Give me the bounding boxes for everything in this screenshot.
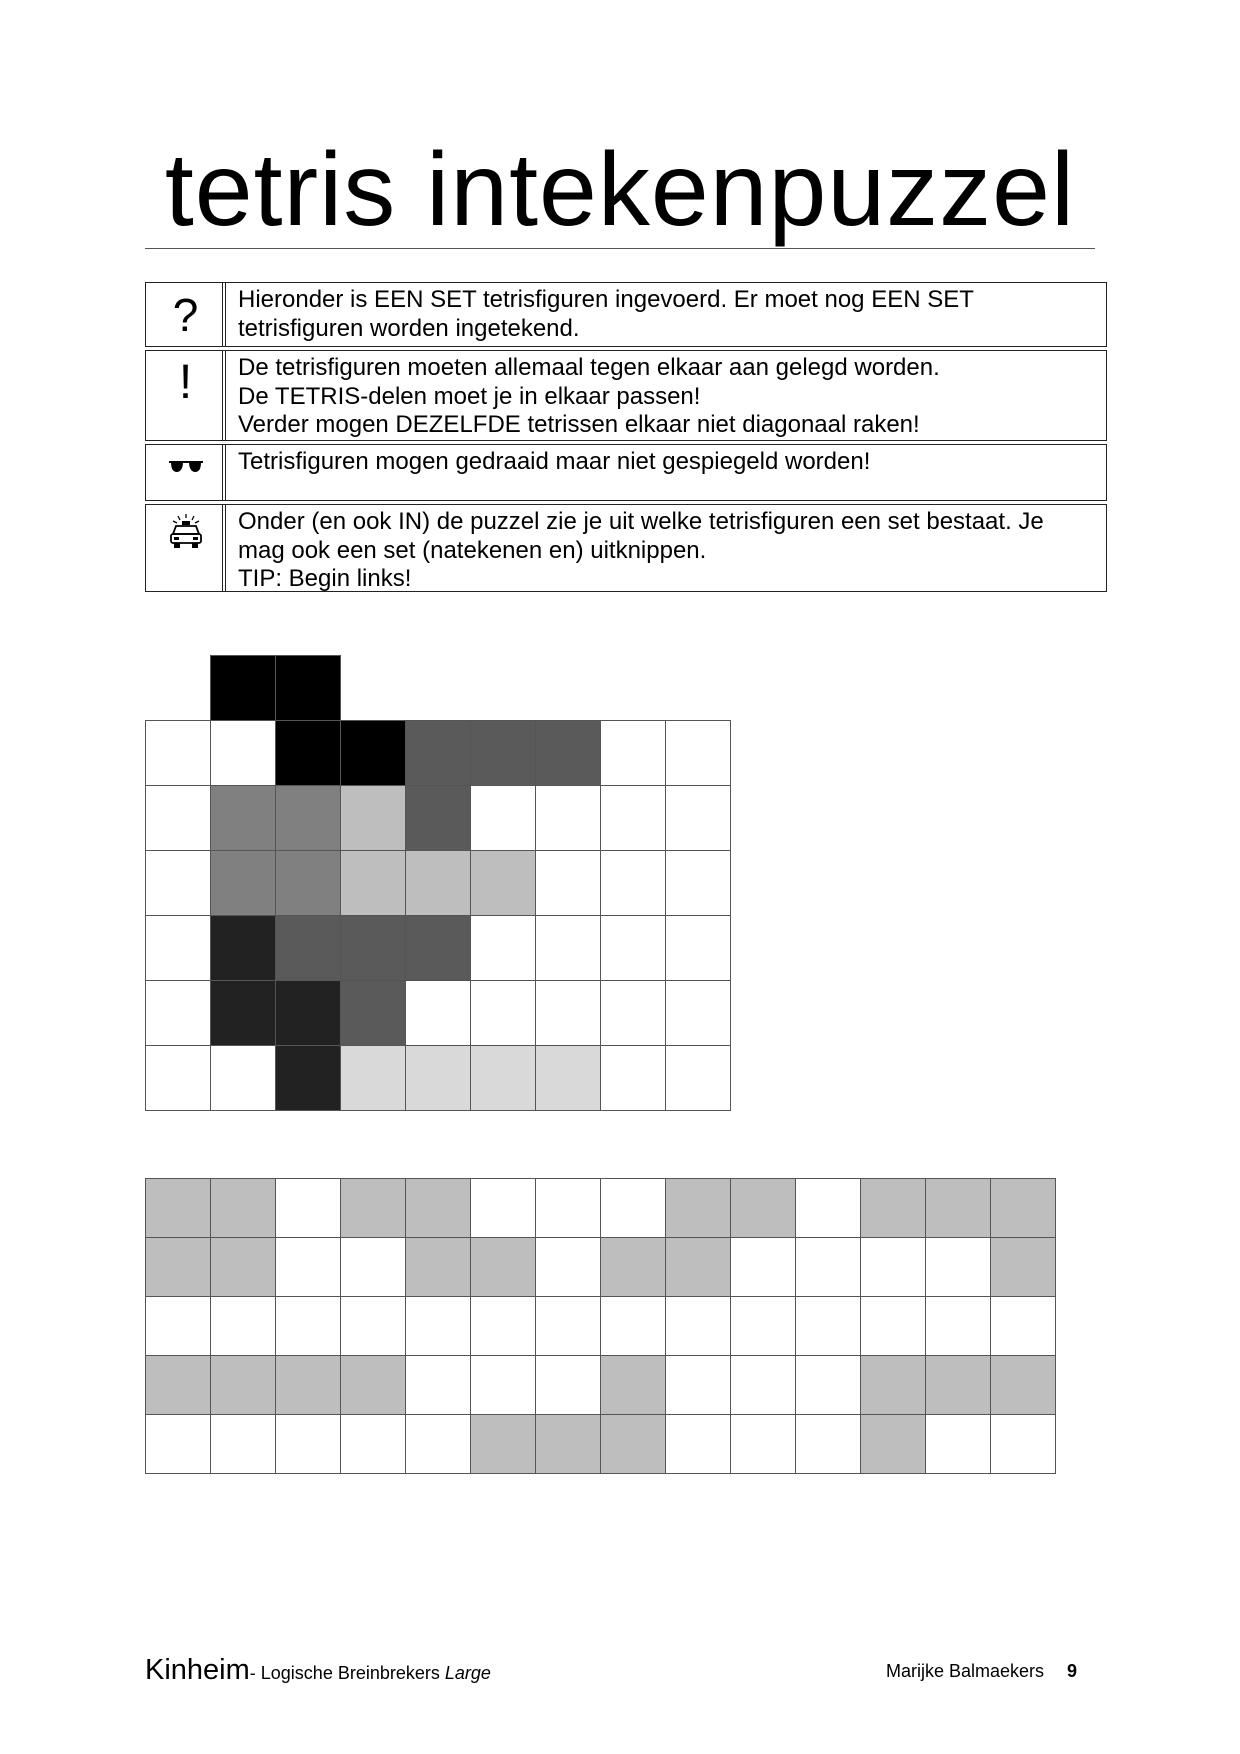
puzzle-cell	[145, 1045, 211, 1111]
puzzle-cell	[145, 915, 211, 981]
puzzle-cell	[535, 980, 601, 1046]
puzzle-cell	[600, 720, 666, 786]
set-cell	[535, 1178, 601, 1238]
set-cell	[730, 1414, 796, 1474]
instruction-text: Tetrisfiguren mogen gedraaid maar niet gespiegeld worden!	[238, 448, 871, 475]
puzzle-cell	[470, 850, 536, 916]
set-cell	[990, 1414, 1056, 1474]
set-cell	[535, 1296, 601, 1356]
set-cell	[210, 1237, 276, 1297]
set-cell	[145, 1296, 211, 1356]
police-car-icon	[146, 505, 226, 591]
puzzle-cell	[405, 980, 471, 1046]
puzzle-cell	[535, 785, 601, 851]
set-cell	[795, 1414, 861, 1474]
page-number: 9	[1067, 1661, 1078, 1681]
puzzle-cell	[275, 785, 341, 851]
brand-logo: Kinheim	[145, 1654, 250, 1686]
set-cell	[535, 1414, 601, 1474]
puzzle-cell	[470, 785, 536, 851]
puzzle-cell	[600, 980, 666, 1046]
footer-brand	[145, 1652, 491, 1691]
puzzle-cell	[210, 785, 276, 851]
puzzle-cell	[405, 785, 471, 851]
puzzle-cell	[340, 850, 406, 916]
page-title: tetris intekenpuzzel	[164, 132, 1076, 248]
puzzle-cell	[470, 915, 536, 981]
puzzle-cell	[210, 915, 276, 981]
puzzle-cell	[340, 1045, 406, 1111]
set-cell	[470, 1178, 536, 1238]
set-cell	[925, 1414, 991, 1474]
puzzle-cell	[600, 850, 666, 916]
puzzle-cell	[665, 720, 731, 786]
set-cell	[405, 1296, 471, 1356]
footer-author: Marijke Balmaekers	[886, 1661, 1045, 1681]
puzzle-cell	[275, 850, 341, 916]
puzzle-cell	[535, 915, 601, 981]
puzzle-cell	[665, 915, 731, 981]
set-cell	[600, 1178, 666, 1238]
instruction-row-sunglasses	[145, 444, 1107, 501]
set-cell	[860, 1237, 926, 1297]
set-cell	[990, 1355, 1056, 1415]
sunglasses-icon	[146, 445, 226, 500]
set-cell	[340, 1296, 406, 1356]
puzzle-cell	[145, 720, 211, 786]
set-cell	[470, 1237, 536, 1297]
set-cell	[860, 1355, 926, 1415]
puzzle-cell	[340, 980, 406, 1046]
set-cell	[275, 1178, 341, 1238]
set-cell	[600, 1355, 666, 1415]
exclamation-icon: !	[146, 351, 226, 440]
puzzle-cell	[340, 915, 406, 981]
puzzle-cell	[665, 1045, 731, 1111]
set-cell	[275, 1237, 341, 1297]
set-cell	[535, 1237, 601, 1297]
set-cell	[405, 1237, 471, 1297]
tetris-set-grid	[145, 1178, 1056, 1474]
puzzle-cell	[470, 1045, 536, 1111]
set-cell	[600, 1237, 666, 1297]
puzzle-cell	[275, 655, 341, 721]
set-cell	[210, 1355, 276, 1415]
puzzle-cell	[145, 785, 211, 851]
puzzle-cell	[340, 785, 406, 851]
set-cell	[730, 1178, 796, 1238]
set-cell	[925, 1178, 991, 1238]
puzzle-cell	[340, 720, 406, 786]
puzzle-cell	[600, 1045, 666, 1111]
puzzle-cell	[665, 850, 731, 916]
instruction-row-exclamation	[145, 350, 1107, 441]
puzzle-cell	[405, 915, 471, 981]
set-cell	[730, 1355, 796, 1415]
puzzle-cell	[405, 1045, 471, 1111]
set-cell	[405, 1178, 471, 1238]
title-divider	[145, 248, 1095, 249]
set-cell	[795, 1355, 861, 1415]
set-cell	[405, 1355, 471, 1415]
puzzle-cell	[535, 850, 601, 916]
set-cell	[665, 1414, 731, 1474]
set-cell	[860, 1414, 926, 1474]
set-cell	[730, 1237, 796, 1297]
set-cell	[925, 1296, 991, 1356]
puzzle-cell	[405, 850, 471, 916]
set-cell	[275, 1414, 341, 1474]
puzzle-cell	[535, 720, 601, 786]
set-cell	[275, 1355, 341, 1415]
set-cell	[145, 1414, 211, 1474]
puzzle-cell	[210, 720, 276, 786]
puzzle-cell	[470, 720, 536, 786]
set-cell	[145, 1178, 211, 1238]
set-cell	[340, 1355, 406, 1415]
puzzle-cell	[210, 980, 276, 1046]
set-cell	[990, 1296, 1056, 1356]
set-cell	[275, 1296, 341, 1356]
set-cell	[470, 1355, 536, 1415]
series-name: - Logische Breinbrekers Large	[249, 1663, 491, 1683]
puzzle-cell	[600, 915, 666, 981]
puzzle-cell	[275, 1045, 341, 1111]
set-cell	[925, 1355, 991, 1415]
set-cell	[795, 1296, 861, 1356]
set-cell	[210, 1178, 276, 1238]
puzzle-cell	[210, 1045, 276, 1111]
set-cell	[535, 1355, 601, 1415]
set-cell	[210, 1296, 276, 1356]
set-cell	[665, 1355, 731, 1415]
set-cell	[340, 1414, 406, 1474]
set-cell	[795, 1237, 861, 1297]
set-cell	[730, 1296, 796, 1356]
puzzle-cell	[665, 980, 731, 1046]
instructions-table	[145, 282, 1107, 595]
puzzle-cell	[665, 785, 731, 851]
set-cell	[860, 1296, 926, 1356]
set-cell	[990, 1178, 1056, 1238]
set-cell	[990, 1237, 1056, 1297]
puzzle-cell	[275, 915, 341, 981]
set-cell	[665, 1296, 731, 1356]
set-cell	[925, 1237, 991, 1297]
instruction-row-question	[145, 282, 1107, 347]
set-cell	[600, 1414, 666, 1474]
set-cell	[860, 1178, 926, 1238]
set-cell	[665, 1178, 731, 1238]
puzzle-grid	[145, 655, 731, 1111]
set-cell	[665, 1237, 731, 1297]
set-cell	[145, 1355, 211, 1415]
instruction-text: Hieronder is EEN SET tetrisfiguren ingevoerd. Er moet nog EEN SET tetrisfiguren worden ingetekend.	[238, 286, 974, 342]
instruction-text: Onder (en ook IN) de puzzel zie je uit welke tetrisfiguren een set bestaat. Je mag ook een set (natekenen en) uitknippen. TIP: Begin links!	[238, 508, 1044, 592]
puzzle-cell	[470, 980, 536, 1046]
set-cell	[600, 1296, 666, 1356]
puzzle-cell	[600, 785, 666, 851]
puzzle-cell	[210, 850, 276, 916]
set-cell	[405, 1414, 471, 1474]
question-icon: ?	[146, 283, 226, 346]
puzzle-cell	[210, 655, 276, 721]
set-cell	[210, 1414, 276, 1474]
set-cell	[340, 1178, 406, 1238]
instruction-row-police	[145, 504, 1107, 592]
puzzle-cell	[275, 720, 341, 786]
puzzle-cell	[275, 980, 341, 1046]
instruction-text: De tetrisfiguren moeten allemaal tegen elkaar aan gelegd worden. De TETRIS-delen moet je in elkaar passen! Verder mogen DEZELFDE tetrissen elkaar niet diagonaal raken!	[238, 354, 940, 438]
set-cell	[145, 1237, 211, 1297]
set-cell	[470, 1296, 536, 1356]
set-cell	[795, 1178, 861, 1238]
puzzle-cell	[145, 980, 211, 1046]
set-cell	[340, 1237, 406, 1297]
set-cell	[470, 1414, 536, 1474]
puzzle-cell	[145, 850, 211, 916]
puzzle-cell	[405, 720, 471, 786]
puzzle-cell	[535, 1045, 601, 1111]
